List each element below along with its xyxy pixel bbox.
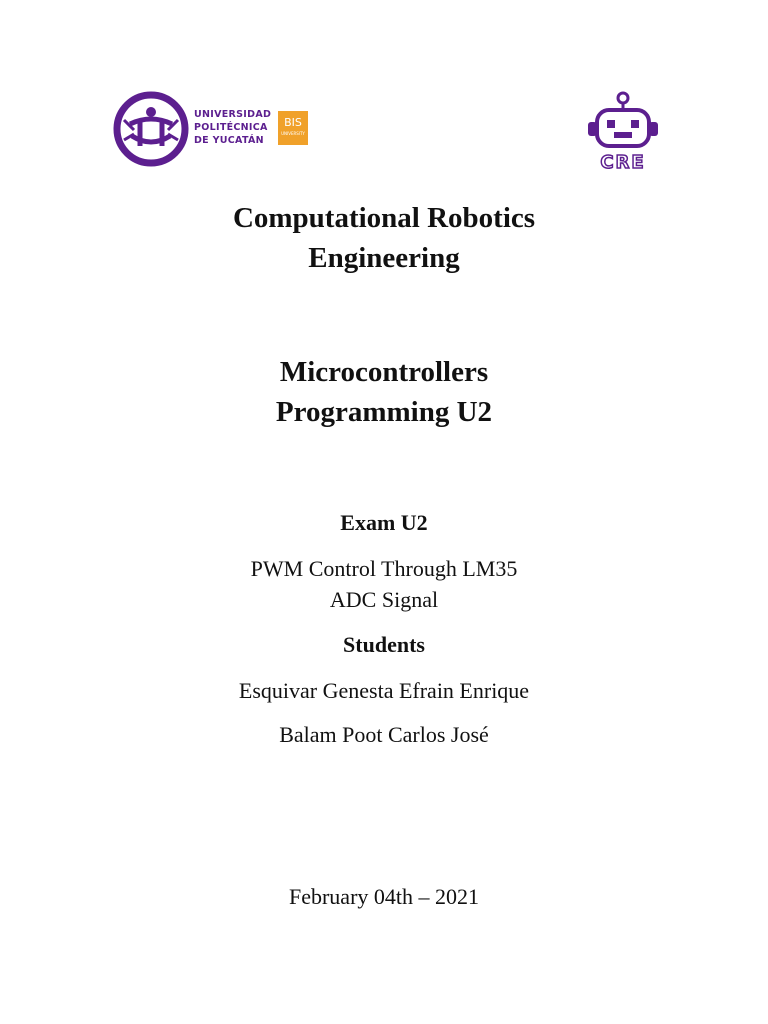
university-name-line-1: UNIVERSIDAD xyxy=(194,109,272,120)
student-name: Esquivar Genesta Efrain Enrique xyxy=(238,678,530,703)
bis-sublabel: UNIVERSITY xyxy=(281,131,305,136)
course-title-line-1: Microcontrollers xyxy=(279,356,489,388)
university-name xyxy=(194,108,271,147)
bis-label: BIS xyxy=(284,116,302,129)
exam-label: Exam U2 xyxy=(340,510,428,535)
course-title-line-2: Programming U2 xyxy=(275,396,493,428)
university-logo xyxy=(112,90,312,170)
exam-topic xyxy=(0,553,768,615)
degree-title-line-1: Computational Robotics xyxy=(232,202,536,234)
students-heading: Students xyxy=(343,632,425,657)
student-name: Balam Poot Carlos José xyxy=(279,722,489,747)
university-seal-icon xyxy=(112,90,190,168)
university-name-line-3: DE YUCATÁN xyxy=(194,135,264,146)
university-name-line-2: POLITÉCNICA xyxy=(194,122,268,133)
exam-topic-line-2: ADC Signal xyxy=(329,587,439,612)
degree-title-line-2: Engineering xyxy=(308,242,460,274)
exam-topic-line-1: PWM Control Through LM35 xyxy=(250,556,518,581)
cre-robot-logo-icon xyxy=(580,88,666,172)
course-title xyxy=(0,352,768,432)
document-date: February 04th – 2021 xyxy=(288,884,480,909)
degree-title xyxy=(0,198,768,278)
bis-badge xyxy=(278,111,308,145)
cre-label: CRE xyxy=(600,152,646,172)
